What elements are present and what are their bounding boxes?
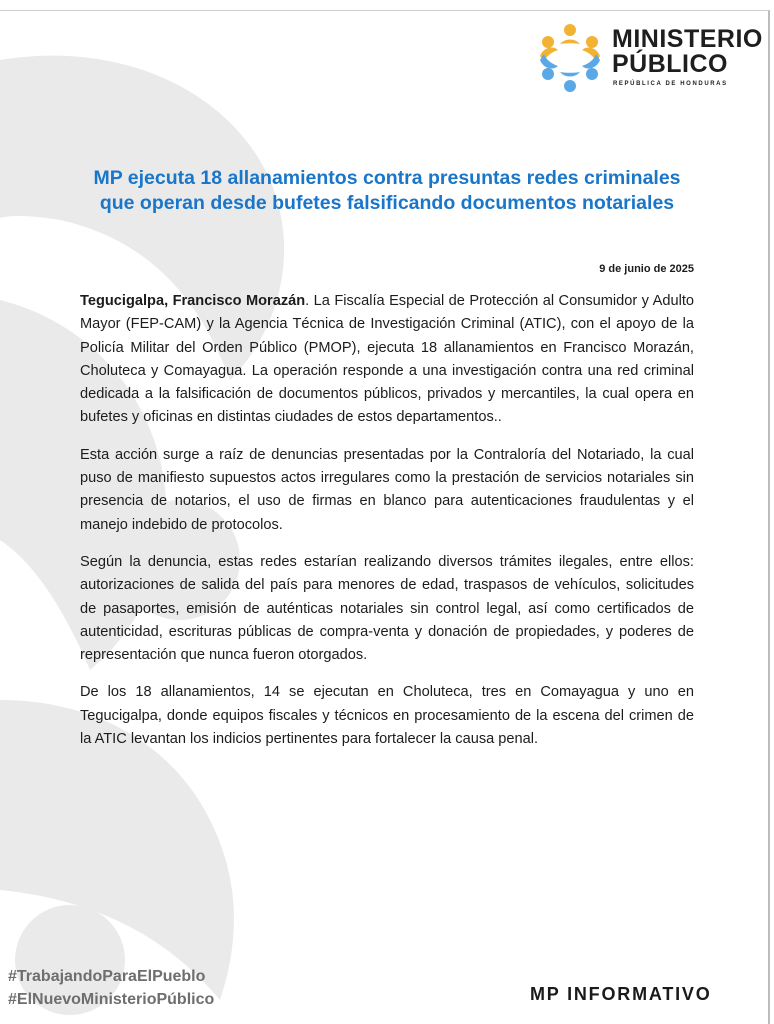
hashtag-trabajando: #TrabajandoParaElPueblo [8, 968, 206, 985]
press-release-body [80, 290, 694, 765]
ministerio-publico-logo [532, 20, 762, 100]
dateline: Tegucigalpa, Francisco Morazán [80, 293, 306, 309]
press-release-title [80, 166, 694, 216]
paragraph-2: Esta acción surge a raíz de denuncias presentadas por la Contraloría del Notariado, la cual puso de manifiesto supuestos actos irregulares como la prestación de servicios notariales sin presencia de notarios, el uso de firmas en blanco para autenticaciones fraudulentas y el manejo indebido de protocolos. [80, 446, 694, 533]
title-line-1: MP ejecuta 18 allanamientos contra presuntas redes criminales [93, 167, 681, 189]
paragraph-1-text: . La Fiscalía Especial de Protección al Consumidor y Adulto Mayor (FEP-CAM) y la Agencia Técnica de Investigación Criminal (ATIC), con el apoyo de la Policía Militar del Orden Público (PMOP), ejecuta 18 allanamientos en Francisco Morazán, Choluteca y Comayagua. La operación responde a una investigación contra una red criminal dedicada a la falsificación de documentos públicos, privados y mercantiles, la cual opera en bufetes y oficinas en distintas ciudades de estos departamentos.. [80, 293, 694, 426]
hashtag-nuevo-ministerio: #ElNuevoMinisterioPúblico [8, 991, 215, 1008]
logo-text-publico: PÚBLICO [612, 50, 728, 78]
logo-text-ministerio: MINISTERIO [612, 25, 763, 53]
footer-brand: MP INFORMATIVO [530, 984, 712, 1004]
paragraph-4: De los 18 allanamientos, 14 se ejecutan en Choluteca, tres en Comayagua y uno en Tegucigalpa, donde equipos fiscales y técnicos en procesamiento de la escena del crimen de la ATIC levantan los indicios pertinentes para fortalecer la causa penal. [80, 684, 694, 748]
title-line-2: que operan desde bufetes falsificando documentos notariales [99, 192, 675, 214]
people-circle-icon [532, 20, 608, 96]
release-date: 9 de junio de 2025 [599, 263, 694, 275]
logo-text-republica: REPÚBLICA DE HONDURAS [613, 81, 728, 87]
paragraph-1 [80, 290, 694, 430]
footer-hashtags [8, 965, 214, 1011]
paragraph-3: Según la denuncia, estas redes estarían realizando diversos trámites ilegales, entre ellos: autorizaciones de salida del país para menores de edad, traspasos de vehículos, solicitudes de pasaportes, emisión de auténticas notariales sin control legal, así como certificados de autenticidad, escrituras públicas de compra-venta y donación de propiedades, y poderes de representación que nunca fueron otorgados. [80, 553, 694, 664]
